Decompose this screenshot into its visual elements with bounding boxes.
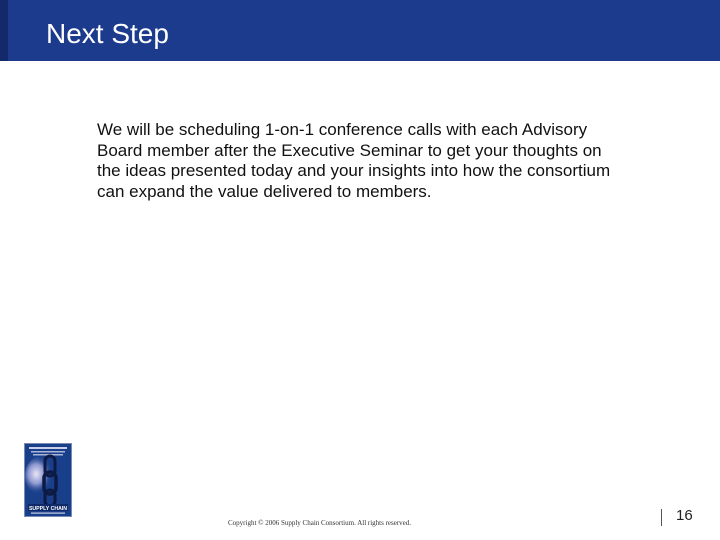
slide-title: Next Step	[46, 18, 169, 49]
logo-text: SUPPLY CHAIN	[28, 506, 68, 512]
footer-divider	[661, 509, 662, 526]
title-bar	[0, 0, 720, 61]
page-number: 16	[676, 507, 693, 524]
supply-chain-logo	[24, 443, 72, 517]
copyright-notice: Copyright © 2006 Supply Chain Consortium. All rights reserved.	[228, 519, 412, 527]
chain-logo-graphic	[25, 444, 71, 516]
body-text: We will be scheduling 1-on-1 conference calls with each Advisory Board member after the Executive Seminar to get your thoughts on the ideas presented today and your insights into how the consortium can expand the value delivered to members.	[97, 120, 611, 201]
